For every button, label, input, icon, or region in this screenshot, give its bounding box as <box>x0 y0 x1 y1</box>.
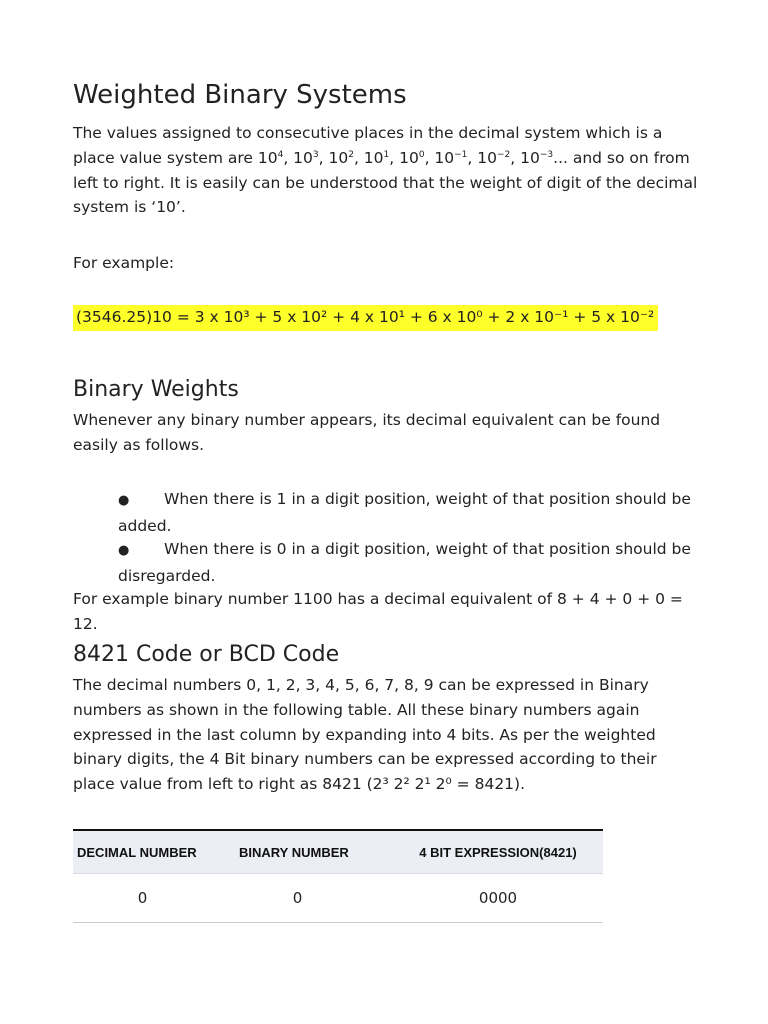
table-cell-decimal: 0 <box>73 874 231 923</box>
bcd-table <box>73 829 603 923</box>
binary-example-sentence: For example binary number 1100 has a decimal equivalent of 8 + 4 + 0 + 0 = 12. <box>73 590 683 633</box>
table-cell-binary: 0 <box>231 874 393 923</box>
section-title-bcd-code: 8421 Code or BCD Code <box>73 642 340 667</box>
bullet-dot-icon: ● <box>118 543 130 558</box>
bullet-item-disregard: ● When there is 0 in a digit position, weight of that position should be disregarded. <box>118 540 691 585</box>
bcd-paragraph: The decimal numbers 0, 1, 2, 3, 4, 5, 6, 7, 8, 9 can be expressed in Binary numbers as shown in the following table. All these binary numbers again expressed in the last column by expanding into 4 bits. As per the weighted binary digits, the 4 Bit binary numbers can be expressed according to their place value from left to right as 8421 (2³ 2² 2¹ 2⁰ = 8421). <box>73 676 657 794</box>
weighted-intro-paragraph: The values assigned to consecutive places in the decimal system which is a place value system are $10^4$, $10^3$, $10^2$, $10^1$, $10^0$, $10^{-1}$, $10^{-2}$, $10^{-3}$... and so on from left to right. It is easily can be understood that the weight of digit of the decimal system is ‘10’. <box>73 124 698 217</box>
column-header-decimal: DECIMAL NUMBER <box>73 830 231 874</box>
bullet-item-add: ● When there is 1 in a digit position, weight of that position should be added. <box>118 490 691 535</box>
section-title-weighted-binary: Weighted Binary Systems <box>73 80 407 110</box>
table-cell-4bit: 0000 <box>393 874 603 923</box>
section-title-binary-weights: Binary Weights <box>73 377 239 402</box>
bullet-dot-icon: ● <box>118 493 130 508</box>
table-row <box>73 874 603 923</box>
column-header-binary: BINARY NUMBER <box>231 830 393 874</box>
table-header-row <box>73 830 603 874</box>
binary-weights-intro: Whenever any binary number appears, its decimal equivalent can be found easily as follows. <box>73 411 661 454</box>
for-example-label: For example: <box>73 254 175 272</box>
decimal-expansion-formula: (3546.25)10 = 3 x 10³ + 5 x 10² + 4 x 10¹ + 6 x 10⁰ + 2 x 10⁻¹ + 5 x 10⁻² <box>73 305 658 331</box>
column-header-4bit: 4 BIT EXPRESSION(8421) <box>393 830 603 874</box>
